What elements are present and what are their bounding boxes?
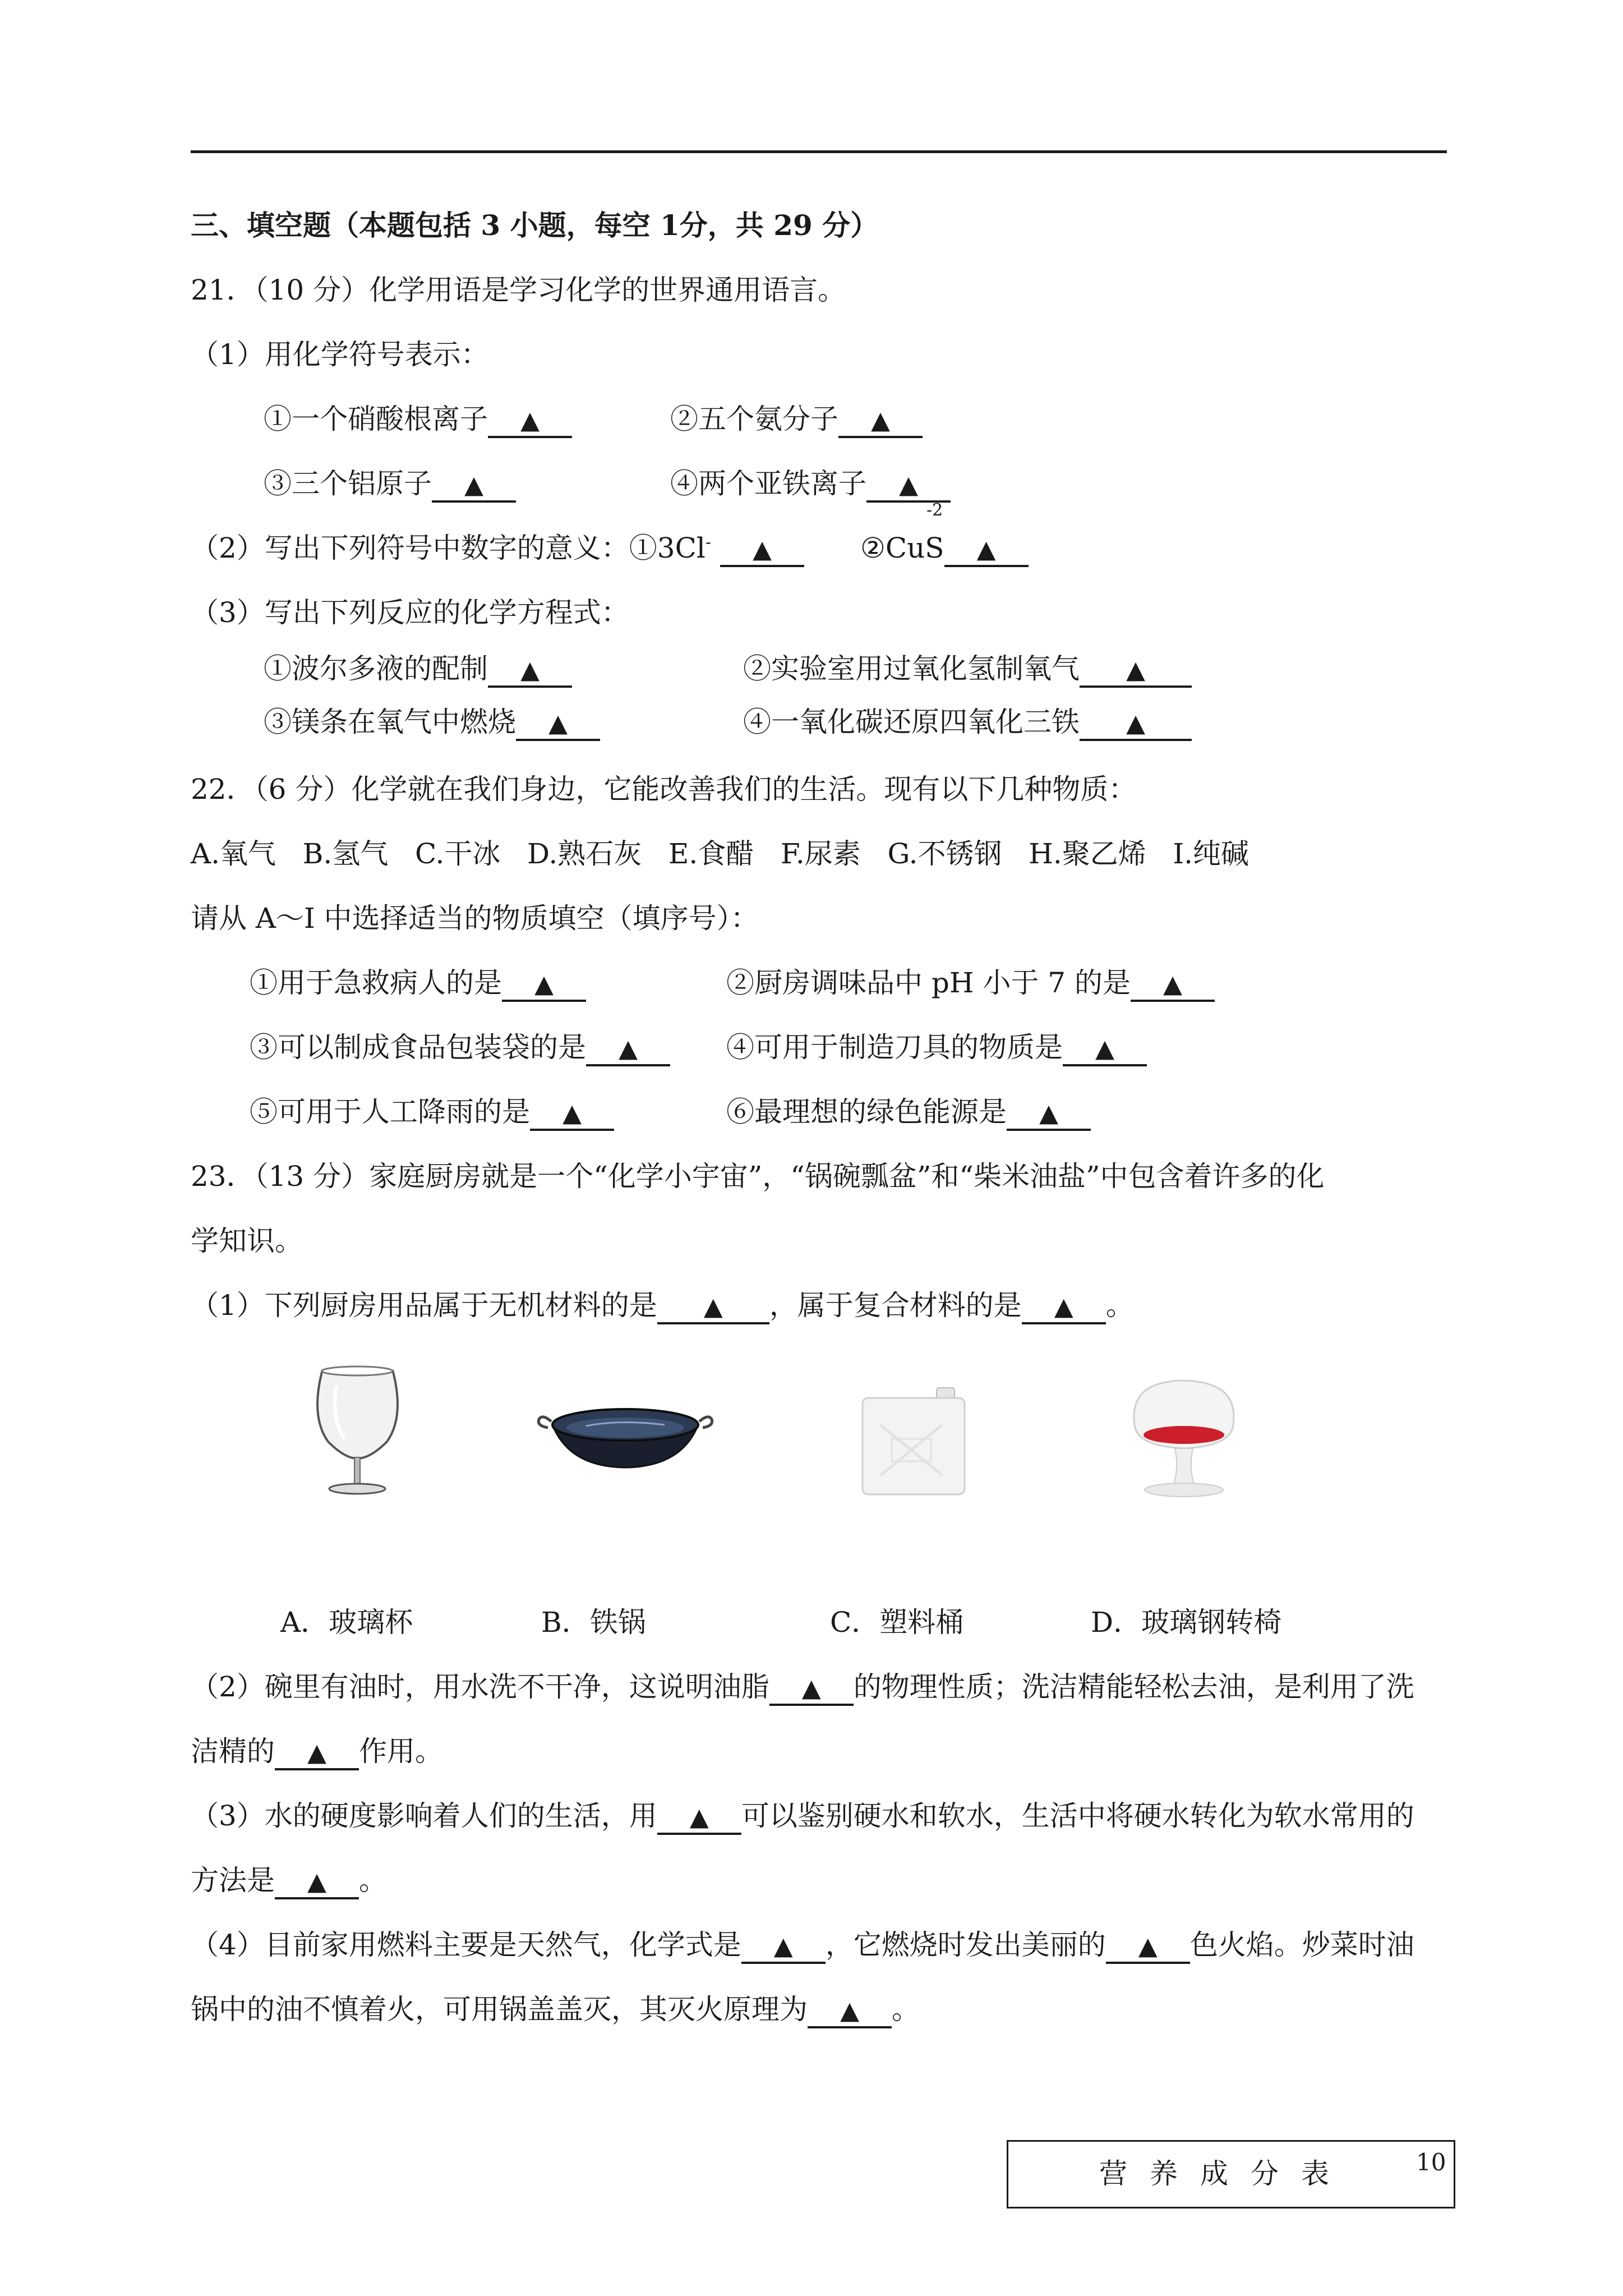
q21-p1-item-4-text: ④两个亚铁离子: [670, 467, 866, 500]
answer-blank[interactable]: [516, 706, 600, 741]
answer-blank[interactable]: [275, 1865, 359, 1899]
answer-blank[interactable]: [586, 1032, 670, 1066]
answer-blank[interactable]: [657, 1800, 741, 1835]
q22-item-6: [726, 1094, 1091, 1131]
q22-stem: 22．（6 分）化学就在我们身边，它能改善我们的生活。现有以下几种物质：: [191, 773, 1137, 806]
image-caption-b: B．铁锅: [541, 1606, 646, 1639]
answer-blank[interactable]: [944, 532, 1029, 567]
answer-blank[interactable]: [488, 403, 572, 438]
q21-p3-item-1-text: ①波尔多液的配制: [264, 652, 488, 685]
answer-blank[interactable]: [1080, 706, 1192, 741]
triangle-icon: ▲: [801, 1674, 821, 1703]
q23-stem-line-2: 学知识。: [191, 1225, 303, 1257]
q23-p1-text-a: （1）下列厨房用品属于无机材料的是: [191, 1289, 657, 1322]
answer-blank[interactable]: [1131, 967, 1215, 1002]
answer-blank[interactable]: [838, 403, 923, 438]
q21-p3-item-2-text: ②实验室用过氧化氢制氧气: [743, 652, 1080, 685]
q23-p3-text-c: 方法是: [191, 1864, 275, 1897]
q23-stem-line-1: 23．（13 分）家庭厨房就是一个“化学小宇宙”，“锅碗瓢盆”和“柴米油盐”中包含着许多的化: [191, 1160, 1325, 1193]
q23-p3-text-b: 可以鉴别硬水和软水，生活中将硬水转化为软水常用的: [741, 1800, 1414, 1832]
triangle-icon: ▲: [840, 1996, 859, 2025]
q22-item-6-text: ⑥最理想的绿色能源是: [726, 1096, 1007, 1128]
footer-label: 营养成分表: [1099, 2157, 1352, 2190]
answer-blank[interactable]: [1022, 1290, 1106, 1324]
q21-p2-valence-note: -2: [926, 500, 943, 520]
image-caption-d: D．玻璃钢转椅: [1091, 1606, 1282, 1639]
q23-p4-text-d: 锅中的油不慎着火，可用锅盖盖灭，其灭火原理为: [191, 1993, 808, 2026]
q21-p3-item-2: [743, 651, 1192, 688]
triangle-icon: ▲: [1095, 1034, 1114, 1063]
triangle-icon: ▲: [307, 1867, 326, 1896]
q23-p2-line-1: [191, 1669, 1414, 1706]
q23-p3-line-1: [191, 1798, 1414, 1835]
answer-blank[interactable]: [720, 532, 804, 567]
q22-item-3: [250, 1029, 670, 1066]
section-title: 三、填空题（本题包括 3 小题，每空 1分，共 29 分）: [191, 209, 879, 242]
triangle-icon: ▲: [520, 406, 540, 435]
image-caption-a: A．玻璃杯: [280, 1606, 413, 1639]
q21-p1-item-3-text: ③三个铝原子: [264, 467, 432, 500]
q23-p3-text-d: 。: [359, 1864, 387, 1897]
answer-blank[interactable]: [1007, 1096, 1091, 1131]
answer-blank[interactable]: [488, 653, 572, 688]
q21-p3-item-4-text: ④一氧化碳还原四氧化三铁: [743, 706, 1080, 738]
triangle-icon: ▲: [619, 1034, 638, 1063]
q21-p1-item-3: [264, 466, 516, 503]
answer-blank[interactable]: [808, 1994, 892, 2028]
q21-p1-item-1-text: ①一个硝酸根离子: [264, 403, 488, 435]
triangle-icon: ▲: [548, 709, 568, 738]
q22-item-3-text: ③可以制成食品包装袋的是: [250, 1031, 586, 1064]
triangle-icon: ▲: [976, 535, 996, 564]
page-number: 10: [1416, 2148, 1446, 2176]
image-caption-c: C．塑料桶: [830, 1606, 964, 1639]
q23-p2-line-2: [191, 1733, 443, 1770]
q22-item-1-text: ①用于急救病人的是: [250, 967, 502, 999]
q22-item-2: [726, 965, 1215, 1002]
triangle-icon: ▲: [871, 406, 890, 435]
q23-p4-line-2: [191, 1991, 920, 2028]
q21-p3-item-3: [264, 704, 600, 741]
q23-p4-line-1: [191, 1927, 1414, 1964]
q23-p2-text-c: 洁精的: [191, 1735, 275, 1768]
answer-blank[interactable]: [275, 1736, 359, 1770]
q23-p1: [191, 1287, 1134, 1324]
answer-blank[interactable]: [866, 468, 951, 503]
answer-blank[interactable]: [769, 1671, 854, 1706]
answer-blank[interactable]: [741, 1929, 826, 1964]
q21-p1-item-2-text: ②五个氨分子: [670, 403, 838, 435]
q22-instruction: 请从 A～I 中选择适当的物质填空（填序号）：: [191, 902, 759, 935]
answer-blank[interactable]: [1106, 1929, 1190, 1964]
q21-p3-item-4: [743, 704, 1192, 741]
triangle-icon: ▲: [534, 970, 554, 999]
answer-blank[interactable]: [1063, 1032, 1147, 1066]
triangle-icon: ▲: [1054, 1292, 1073, 1321]
q21-p1-item-1: [264, 401, 572, 438]
q21-p1-title: （1）用化学符号表示：: [191, 338, 489, 371]
q21-p2: [191, 530, 1029, 567]
q23-p3-text-a: （3）水的硬度影响着人们的生活，用: [191, 1800, 657, 1832]
q22-item-5: [250, 1094, 614, 1131]
triangle-icon: ▲: [1126, 656, 1145, 684]
q23-p4-text-e: 。: [892, 1993, 920, 2026]
q21-p1-item-4: [670, 466, 951, 503]
q21-stem: 21．（10 分）化学用语是学习化学的世界通用语言。: [191, 274, 846, 306]
answer-blank[interactable]: [530, 1096, 614, 1131]
q21-p1-item-2: [670, 401, 923, 438]
answer-blank[interactable]: [1080, 653, 1192, 688]
q22-item-5-text: ⑤可用于人工降雨的是: [250, 1096, 530, 1128]
q23-p2-text-a: （2）碗里有油时，用水洗不干净，这说明油脂: [191, 1671, 769, 1703]
q22-item-1: [250, 965, 586, 1002]
triangle-icon: ▲: [307, 1738, 326, 1767]
triangle-icon: ▲: [1163, 970, 1182, 999]
triangle-icon: ▲: [1039, 1099, 1058, 1128]
q21-p3-title: （3）写出下列反应的化学方程式：: [191, 596, 629, 629]
triangle-icon: ▲: [689, 1803, 709, 1832]
q23-p1-text-b: ，属于复合材料的是: [769, 1289, 1022, 1322]
triangle-icon: ▲: [703, 1292, 723, 1321]
q21-p2-prefix: （2）写出下列符号中数字的意义：①3Cl: [191, 532, 706, 564]
plastic-jerrycan-image: [858, 1386, 970, 1498]
q23-p2-text-d: 作用。: [359, 1735, 443, 1768]
answer-blank[interactable]: [502, 967, 586, 1002]
q22-item-2-text: ②厨房调味品中 pH 小于 7 的是: [726, 967, 1131, 999]
q21-p3-item-3-text: ③镁条在氧气中燃烧: [264, 706, 516, 738]
q23-p4-text-b: ，它燃烧时发出美丽的: [825, 1929, 1106, 1961]
q23-p4-text-a: （4）目前家用燃料主要是天然气，化学式是: [191, 1929, 741, 1961]
q22-item-4: [726, 1029, 1147, 1066]
header-rule: [191, 150, 1447, 153]
q23-p3-line-2: [191, 1862, 387, 1899]
triangle-icon: ▲: [1138, 1932, 1158, 1961]
triangle-icon: ▲: [753, 535, 772, 564]
triangle-icon: ▲: [899, 471, 918, 499]
tulip-swivel-chair-image: [1119, 1374, 1248, 1501]
q22-options: A.氧气 B.氢气 C.干冰 D.熟石灰 E.食醋 F.尿素 G.不锈钢 H.聚乙烯 I.纯碱: [191, 838, 1249, 870]
iron-wok-image: [536, 1397, 715, 1475]
q21-p2-item-2: ②CuS: [860, 532, 944, 564]
triangle-icon: ▲: [464, 471, 483, 499]
triangle-icon: ▲: [773, 1932, 793, 1961]
wine-glass-image: [306, 1363, 409, 1498]
triangle-icon: ▲: [562, 1099, 582, 1128]
q23-p1-text-c: 。: [1105, 1289, 1134, 1322]
q21-p2-charge: -: [705, 532, 712, 553]
answer-blank[interactable]: [657, 1290, 769, 1324]
q23-p2-text-b: 的物理性质；洗洁精能轻松去油，是利用了洗: [853, 1671, 1414, 1703]
q21-p3-item-1: [264, 651, 572, 688]
answer-blank[interactable]: [432, 468, 516, 503]
triangle-icon: ▲: [520, 656, 540, 684]
q22-item-4-text: ④可用于制造刀具的物质是: [726, 1031, 1063, 1064]
q23-p4-text-c: 色火焰。炒菜时油: [1189, 1929, 1414, 1961]
triangle-icon: ▲: [1126, 709, 1145, 738]
